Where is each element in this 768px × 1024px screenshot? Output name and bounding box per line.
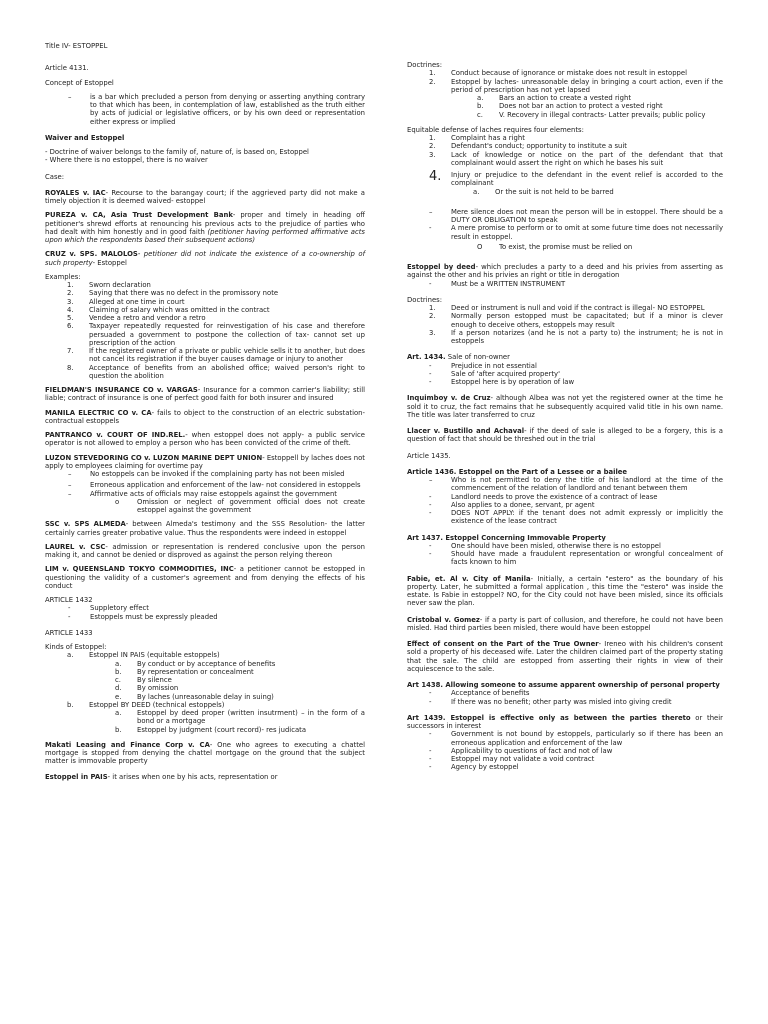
dash-marker: - [429, 689, 432, 698]
estoppel-by-deed [407, 263, 723, 280]
waiver-line: - Doctrine of waiver belongs to the family of, nature of, is based on, Estoppel [45, 148, 309, 156]
list-item [45, 470, 365, 478]
section-text: - Ireneo with his children's consent sold a property of his deceased wife. Later the children claimed part of the property stating that the sale. The child are estopped from asserting their rights in view of their acquiescence to the sale. [407, 640, 723, 673]
list-text: Omission or neglect of government official does not create estoppel against the government [137, 497, 365, 514]
list-item [45, 314, 365, 322]
list-text: Landlord needs to prove the existence of a contract of lease [451, 492, 658, 501]
list-number: 2. [67, 289, 74, 298]
list-item [407, 188, 723, 196]
dash-marker: – [68, 92, 72, 101]
list-text: If there was no benefit; other party was misled into giving credit [451, 697, 672, 706]
list-item [407, 151, 723, 168]
list-letter: c. [115, 676, 121, 684]
list-letter: a. [477, 94, 484, 102]
list-text: Complaint has a right [451, 134, 525, 142]
dash-marker: - [429, 541, 432, 550]
list-text: One should have been misled, otherwise there is no estoppel [451, 541, 661, 550]
dash-marker: - [68, 604, 71, 613]
list-letter: b. [67, 700, 74, 709]
case-name: FIELDMAN'S INSURANCE CO v. VARGAS [45, 386, 198, 394]
dash-marker: - [429, 730, 432, 739]
list-text: Agency by estoppel [451, 763, 519, 772]
dash-marker: - [429, 550, 432, 558]
list-letter: b. [477, 102, 484, 111]
art-1434 [407, 353, 723, 361]
list-text: Estoppel BY DEED (technical estoppels) [89, 700, 225, 709]
list-item [45, 289, 365, 297]
case-manila-electric [45, 409, 365, 426]
case-pantranco [45, 431, 365, 448]
list-item [407, 111, 723, 119]
case-llacer [407, 427, 723, 444]
article-number: Article 4131. [45, 64, 89, 73]
list-item [407, 94, 723, 102]
case-text: - admission or representation is rendered conclusive upon the person making it, and cannot be denied or disproved as against the person relying thereon [45, 542, 365, 559]
list-letter: b. [115, 725, 122, 734]
case-text: - proper and timely in heading off petitioner's shrewd efforts at renouncing his previous acts to the prejudice of parties who had dealt with him honestly and in good faith [45, 211, 366, 236]
list-item [45, 651, 365, 659]
list-item [407, 329, 723, 346]
list-text: No estoppels can be invoked if the complaining party has not been misled [90, 470, 345, 478]
case-name: PANTRANCO v. COURT OF IND.REL. [45, 431, 186, 439]
art-1439 [407, 714, 723, 731]
list-item [45, 709, 365, 726]
list-item [45, 322, 365, 347]
list-text: Saying that there was no defect in the promissory note [89, 289, 279, 298]
list-text: Government is not bound by estoppels, particularly so if there has been an erroneous application and enforcement of the law [451, 730, 723, 747]
dash-marker: - [429, 279, 432, 288]
list-text: Acceptance of benefits [451, 689, 530, 698]
case-text: - Estoppel [92, 258, 127, 267]
list-text: If the registered owner of a private or public vehicle sells it to another, but does not cancel its registration if the buyer causes damage or injury to another [89, 347, 365, 364]
case-text: - fails to object to the construction of an electric substation- contractual estoppels [45, 408, 365, 425]
dash-marker: - [429, 509, 432, 517]
list-item [407, 243, 723, 251]
list-text: Claiming of salary which was omitted in the contract [89, 305, 270, 314]
list-text: Vendee a retro and vendor a retro [89, 314, 206, 322]
list-text: Estoppel here is by operation of law [451, 378, 575, 386]
case-name: ROYALES v. IAC [45, 188, 106, 197]
section-text: - which precludes a party to a deed and his privies from asserting as against the other and his privies an right or title in derogation [407, 263, 724, 280]
list-text: Estoppel by deed proper (written insutrment) – in the form of a bond or a mortgage [137, 709, 365, 726]
list-item [407, 304, 723, 312]
list-item [407, 730, 723, 747]
case-name: PUREZA v. CA, Asia Trust Development Bank [45, 211, 233, 220]
list-text: Must be a WRITTEN INSTRUMENT [451, 279, 566, 288]
list-number: 1. [429, 304, 436, 312]
list-item [407, 542, 723, 550]
case-fabie [407, 575, 723, 608]
case-name: SSC v. SPS ALMEDA [45, 520, 126, 529]
list-text: By representation or concealment [137, 667, 254, 676]
article-heading: Article 1436. Estoppel on the Part of a Lessee or a bailee [407, 467, 628, 476]
list-item [45, 281, 365, 289]
case-text: - Recourse to the barangay court; if the aggrieved party did not make a timely objection it is deemed waived- estoppel [45, 188, 365, 205]
list-item [45, 613, 365, 621]
list-text: By omission [137, 684, 179, 693]
list-text: Erroneous application and enforcement of the law- not considered in estoppels [90, 481, 361, 490]
case-text: - although Albea was not yet the registered owner at the time he sold it to cruz, the fact remains that he subsequently acquired valid title in his own name. The title was later transferred to cruz [407, 394, 723, 419]
case-text: - between Almeda's testimony and the SSS Resolution- the latter certainly carries greater probative value. Thus the respondents were indeed in estoppel [45, 520, 365, 537]
case-note: (petitioner having performed affirmative acts upon which the respondents based their subsequent actions) [45, 227, 365, 244]
case-luzon [45, 454, 365, 471]
dash-marker: – [68, 489, 72, 498]
case-cristobal [407, 616, 723, 633]
list-text: Acceptance of benefits from an abolished office; waived person's right to question the abolition [89, 363, 365, 380]
dash-marker: - [429, 492, 432, 501]
case-name: LUZON STEVEDORING CO v. LUZON MARINE DEPT UNION [45, 453, 263, 462]
list-text: By silence [137, 676, 172, 684]
concept-heading: Concept of Estoppel [45, 78, 114, 87]
list-text: Alleged at one time in court [89, 297, 185, 306]
list-text: Should have made a fraudulent representation or wrongful concealment of facts known to him [451, 550, 723, 567]
list-item [45, 604, 365, 612]
section-name: Estoppel in PAIS [45, 772, 108, 781]
list-item [45, 498, 365, 515]
concept-item [45, 93, 365, 126]
list-item [407, 509, 723, 526]
list-item [45, 701, 365, 709]
list-text: Also applies to a donee, servant, pr agent [451, 500, 595, 509]
list-item [407, 370, 723, 378]
case-fieldman [45, 386, 365, 403]
list-item [45, 668, 365, 676]
list-text: Affirmative acts of officials may raise estoppels against the government [90, 489, 337, 498]
list-item [407, 69, 723, 77]
kinds-label: Kinds of Estoppel: [45, 643, 107, 651]
list-number: 7. [67, 347, 74, 355]
case-name: Makati Leasing and Finance Corp v. CA [45, 740, 210, 749]
dash-marker: - [68, 612, 71, 621]
list-item [45, 726, 365, 734]
list-number: 5. [67, 314, 74, 322]
case-text: - if the deed of sale is alleged to be a forgery, this is a question of fact that should be threshed out in the trial [407, 427, 723, 444]
left-column [45, 42, 365, 781]
dash-marker: - [429, 755, 432, 763]
list-text: DOES NOT APPLY: if the tenant does not admit expressly or implicitly the existence of the lease contract [451, 509, 723, 526]
list-item [407, 362, 723, 370]
list-text: Estoppel IN PAIS (equitable estoppels) [89, 651, 220, 660]
list-item [407, 208, 723, 225]
list-item [407, 698, 723, 706]
list-item [407, 493, 723, 501]
case-name: Cristobal v. Gomez [407, 615, 480, 624]
list-text: Bars an action to create a vested right [499, 94, 632, 102]
case-text: - One who agrees to executing a chattel mortgage is stopped from denying the chattel mortgage on the ground that the subject matter is immovable property [45, 740, 365, 766]
waiver-line: - Where there is no estoppel, there is no waiver [45, 156, 208, 165]
list-number: 6. [67, 322, 74, 331]
list-number: 2. [429, 77, 436, 86]
list-number: 2. [429, 142, 436, 151]
list-text: A mere promise to perform or to omit at some future time does not necessarily result in estoppel. [451, 224, 723, 241]
list-text: Who is not permitted to deny the title of his landlord at the time of the commencement of the relation of landlord and tenant between them [451, 476, 723, 493]
case-name: Llacer v. Bustillo and Achaval [407, 427, 525, 435]
list-item [45, 306, 365, 314]
laches-intro: Equitable defense of laches requires four elements: [407, 125, 584, 134]
list-number: 8. [67, 363, 74, 372]
article-heading: ARTICLE 1432 [45, 596, 93, 604]
list-text: Suppletory effect [90, 604, 149, 613]
list-text: Normally person estopped must be capacitated; but if a minor is clever enough to deceive others, estoppels may result [451, 312, 723, 329]
examples-label: Examples: [45, 272, 81, 281]
list-number: 1. [429, 134, 436, 142]
circle-marker: o [115, 497, 120, 506]
list-item [45, 481, 365, 489]
dash-marker: – [429, 207, 433, 216]
list-item [407, 280, 723, 288]
list-text: Estoppel by laches- unreasonable delay in bringing a court action, even if the period of prescription has not yet lapsed [451, 77, 723, 94]
list-item [45, 490, 365, 498]
list-item [407, 501, 723, 509]
list-number: 4. [429, 169, 442, 184]
list-text: Deed or instrument is null and void if the contract is illegal- NO ESTOPPEL [451, 304, 705, 312]
list-item [407, 134, 723, 142]
case-name: Inquimboy v. de Cruz [407, 394, 491, 403]
list-item [45, 347, 365, 364]
list-text: If a person notarizes (and he is not a party to) the instrument; he is not in estoppels [451, 328, 723, 345]
case-text: - a petitioner cannot be estopped in questioning the validity of a customer's agreement and from denying the effects of his conduct [45, 565, 365, 590]
case-name: LIM v. QUEENSLAND TOKYO COMMODITIES, INC [45, 565, 234, 574]
list-number: 2. [429, 312, 436, 321]
list-text: By conduct or by acceptance of benefits [137, 659, 276, 668]
article-heading: ARTICLE 1433 [45, 628, 93, 637]
case-text: - Estoppell by laches does not apply to employees claiming for overtime pay [45, 453, 365, 470]
case-name: CRUZ v. SPS. MALOLOS [45, 250, 138, 259]
article-text: Sale of non-owner [445, 353, 510, 362]
estoppel-in-pais [45, 773, 365, 781]
case-name: Fabie, et. Al v. City of Manila [407, 574, 531, 583]
list-letter: d. [115, 684, 122, 693]
case-cruz [45, 250, 365, 267]
list-item [407, 78, 723, 95]
article-heading: Article 1435. [407, 451, 451, 460]
case-lim [45, 565, 365, 590]
list-item [407, 550, 723, 567]
section-text: - it arises when one by his acts, representation or [107, 772, 278, 781]
article-heading: Art 1437. Estoppel Concerning Immovable Property [407, 533, 606, 542]
case-note: - petitioner did not indicate the existence of a co-ownership of such property [45, 250, 365, 267]
dash-marker: – [429, 476, 433, 484]
list-text: Estoppel may not validate a void contract [451, 755, 595, 763]
dash-marker: - [429, 697, 432, 706]
document-title: Title IV- ESTOPPEL [45, 42, 108, 50]
list-text: Estoppel by judgment (court record)- res judicata [137, 725, 307, 734]
list-text: Sale of 'after acquired property' [451, 369, 560, 378]
case-pureza [45, 211, 365, 244]
article-name: Art 1439. Estoppel is effective only as between the parties thereto [407, 713, 691, 722]
list-text: Applicability to questions of fact and not of law [451, 746, 613, 755]
list-number: 3. [429, 328, 436, 337]
list-text: V. Recovery in illegal contracts- Latter prevails; public policy [499, 110, 706, 119]
list-letter: a. [67, 651, 74, 660]
list-number: 4. [67, 305, 74, 314]
article-name: Art. 1434. [407, 353, 446, 362]
list-text: Mere silence does not mean the person will be in estoppel. There should be a DUTY OR OBLIGATION to speak [451, 207, 723, 224]
dash-marker: - [429, 746, 432, 755]
list-text: Prejudice in not essential [451, 361, 537, 370]
list-text: Conduct because of ignorance or mistake does not result in estoppel [451, 69, 687, 78]
concept-text: is a bar which precluded a person from denying or asserting anything contrary to that which has been, in contemplation of law, established as the truth either by acts of judicial or legislative officers, or by his own deed or representation either express or implied [90, 92, 365, 126]
list-item [45, 684, 365, 692]
list-item [407, 378, 723, 386]
list-item [407, 142, 723, 150]
list-item [407, 689, 723, 697]
case-royales [45, 189, 365, 206]
dash-marker: – [68, 481, 72, 490]
case-name: LAUREL v. CSC [45, 542, 106, 551]
case-label: Case: [45, 172, 65, 181]
list-item [407, 476, 723, 493]
list-number: 1. [429, 69, 436, 78]
list-text: Does not bar an action to protect a vested right [499, 102, 663, 111]
list-text: Taxpayer repeatedly requested for reinvestigation of his case and therefore persuaded a government to postpone the collection of tax- cannot set up prescription of the action [89, 322, 365, 347]
list-item [45, 676, 365, 684]
list-letter: a. [473, 187, 480, 196]
article-heading: Art 1438. Allowing someone to assume apparent ownership of personal property [407, 681, 720, 689]
doctrines-label: Doctrines: [407, 61, 443, 69]
list-number: 3. [67, 297, 74, 306]
list-text: Or the suit is not held to be barred [495, 187, 614, 196]
right-column [407, 61, 723, 772]
section-name: Estoppel by deed [407, 263, 476, 271]
list-number: 3. [429, 150, 436, 159]
section-name: Effect of consent on the Part of the True Owner [407, 640, 599, 648]
waiver-heading: Waiver and Estoppel [45, 133, 125, 142]
list-letter: a. [115, 659, 122, 668]
effect-of-consent [407, 640, 723, 673]
circle-marker: O [477, 242, 483, 251]
article-text: or their successors in interest [407, 713, 723, 730]
case-ssc [45, 520, 365, 537]
case-laurel [45, 543, 365, 560]
list-text: Injury or prejudice to the defendant in the event relief is accorded to the complainant [451, 171, 723, 188]
dash-marker: - [429, 369, 432, 378]
case-name: MANILA ELECTRIC CO v. CA [45, 408, 152, 417]
case-text: - when estoppel does not apply- a public service operator is not allowed to employ a person who has been convicted of the crime of theft. [45, 431, 365, 448]
list-text: Lack of knowledge or notice on the part of the defendant that that complainant would assert the right on which he bases his suit [451, 150, 723, 167]
case-makati [45, 741, 365, 766]
list-item [45, 364, 365, 381]
dash-marker: - [429, 500, 432, 509]
list-text: Estoppels must be expressly pleaded [90, 612, 218, 621]
dash-marker: – [68, 470, 72, 478]
list-item [407, 312, 723, 329]
list-number: 1. [67, 281, 74, 289]
dash-marker: - [429, 224, 432, 233]
list-item [407, 102, 723, 110]
list-item [45, 660, 365, 668]
list-item [407, 224, 723, 241]
list-text: Defendant's conduct; opportunity to institute a suit [451, 142, 627, 151]
list-letter: b. [115, 667, 122, 676]
list-item [407, 763, 723, 771]
doctrines-label: Doctrines: [407, 295, 443, 304]
case-text: - if a party is part of collusion, and therefore, he could not have been misled. Had third parties been misled, there would have been estoppel [407, 615, 724, 632]
list-item [407, 755, 723, 763]
list-text: Sworn declaration [89, 281, 151, 289]
list-item [407, 747, 723, 755]
list-item [45, 298, 365, 306]
list-item [407, 171, 723, 188]
dash-marker: - [429, 378, 432, 386]
list-letter: a. [115, 709, 122, 717]
examples-list [45, 281, 365, 380]
list-text: To exist, the promise must be relied on [499, 242, 633, 251]
case-text: - Initially, a certain "estero" as the boundary of his property. Later, he submitted a formal application , this time the "estero" was inside the estate. Is Fabie in estoppel? NO, for the City could not have been misled, since its officials never saw the plan. [407, 574, 723, 608]
case-inquimboy [407, 394, 723, 419]
list-letter: c. [477, 110, 483, 119]
dash-marker: - [429, 361, 432, 370]
list-item [45, 693, 365, 701]
list-text: By laches (unreasonable delay in suing) [137, 692, 274, 701]
list-letter: e. [115, 692, 122, 701]
case-text: - Insurance for a common carrier's liability; still liable; contract of insurance is one of perfect good faith for both insurer and insured [45, 386, 365, 403]
dash-marker: - [429, 763, 432, 772]
